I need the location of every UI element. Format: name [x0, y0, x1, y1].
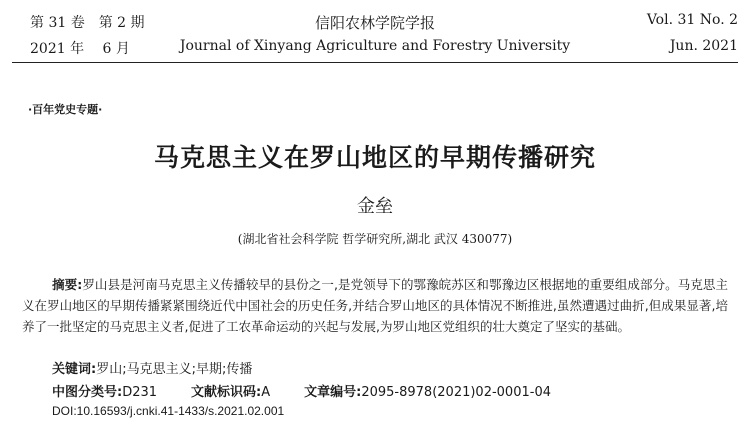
article-number-label: 文章编号:: [304, 385, 362, 400]
article-number-value: 2095-8978(2021)02-0001-04: [361, 385, 551, 400]
journal-name-en: Journal of Xinyang Agriculture and Forestry University: [179, 38, 571, 54]
header-divider: [12, 62, 738, 63]
classification-info: [52, 381, 551, 400]
keywords: [52, 358, 252, 377]
volume-issue-en: Vol. 31 No. 2: [646, 12, 738, 28]
volume-issue: 第 31 卷 第 2 期: [30, 15, 145, 31]
clc-label: 中图分类号:: [52, 385, 123, 400]
abstract: [22, 274, 728, 337]
paper-author: 金垒: [357, 196, 393, 217]
paper-title: 马克思主义在罗山地区的早期传播研究: [153, 143, 596, 172]
keywords-text: 罗山;马克思主义;早期;传播: [96, 362, 253, 377]
abstract-label: 摘要:: [52, 277, 83, 292]
keywords-label: 关键词:: [52, 362, 97, 377]
author-affiliation: (湖北省社会科学院 哲学研究所,湖北 武汉 430077): [237, 232, 513, 246]
abstract-text: 罗山县是河南马克思主义传播较早的县份之一,是党领导下的鄂豫皖苏区和鄂豫边区根据地的重要组成部分。马克思主义在罗山地区的早期传播紧紧围绕近代中国社会的历史任务,并结合罗山地区的具体情况不断推进,虽然遭遇过曲折,但成果显著,培养了一批坚定的马克思主义者,促进了工农革命运动的兴起与发展,为罗山地区党组织的壮大奠定了坚实的基础。: [22, 277, 728, 334]
journal-name-cn: 信阳农林学院学报: [314, 14, 435, 32]
date-en: Jun. 2021: [669, 38, 738, 54]
doi[interactable]: DOI:10.16593/j.cnki.41-1433/s.2021.02.001: [52, 404, 285, 418]
clc-value: D231: [122, 385, 158, 400]
doc-code-label: 文献标识码:: [191, 385, 262, 400]
year-month: 2021 年 6 月: [30, 41, 130, 57]
column-tag: ·百年党史专题·: [28, 103, 103, 116]
doc-code-value: A: [261, 385, 271, 400]
